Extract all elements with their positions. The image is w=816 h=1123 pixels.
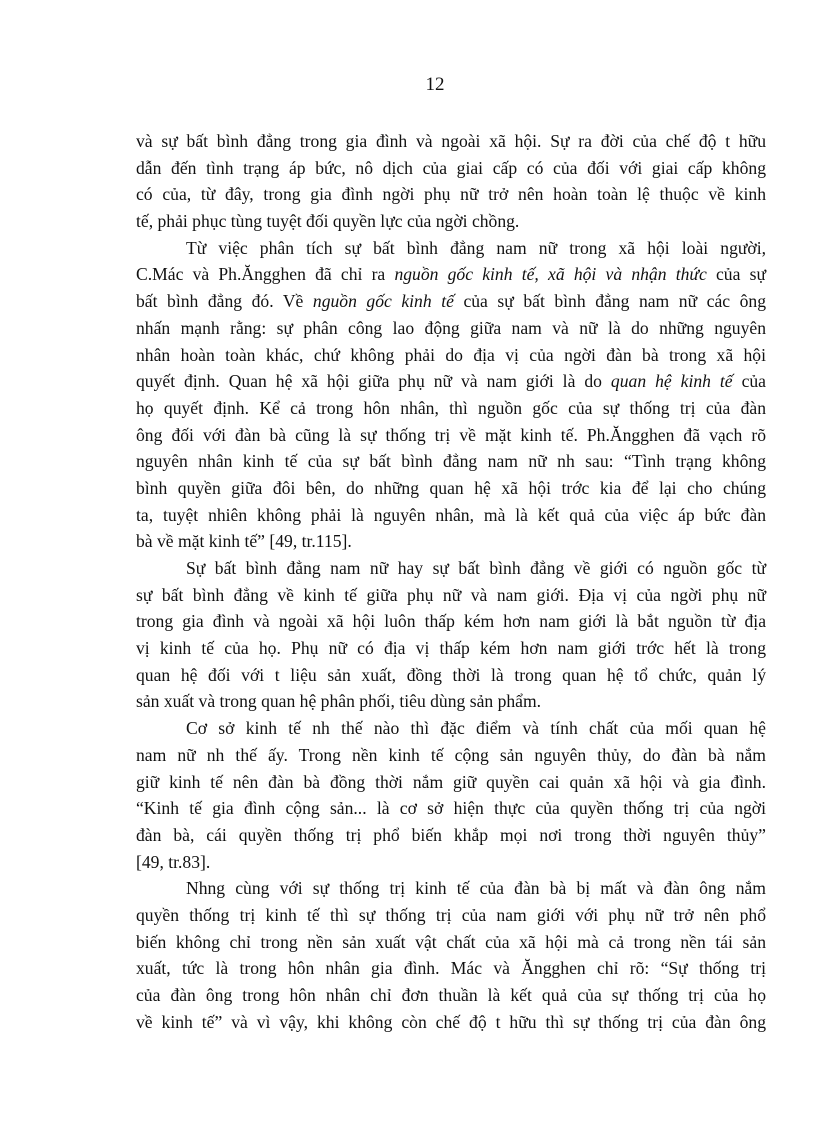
text-line: có của, từ đây, trong gia đình ngời phụ nữ trở nên hoàn toàn lệ thuộc về kinh	[136, 184, 766, 205]
text-line: và sự bất bình đẳng trong gia đình và ngoài xã hội. Sự ra đời của chế độ t hữu	[136, 131, 766, 151]
text-line: tế, phải phục tùng tuyệt đối quyền lực của ngời chồng.	[136, 211, 520, 232]
text-segment: của sự bất bình đẳng nam nữ các ông	[453, 291, 767, 312]
text-line	[136, 368, 766, 395]
text-line: sự bất bình đẳng về kinh tế giữa phụ nữ và nam giới. Địa vị của ngời phụ nữ	[136, 584, 766, 605]
page-number: 12	[425, 74, 445, 95]
text-line: [49, tr.83].	[136, 851, 211, 872]
text-segment: C.Mác và Ph.Ăngghen đã chỉ ra	[136, 264, 395, 285]
text-line	[136, 288, 766, 315]
text-line: dẫn đến tình trạng áp bức, nô dịch của giai cấp có của đối với giai cấp không	[136, 157, 766, 178]
text-line: nhân hoàn toàn khác, chứ không phải do địa vị của ngời đàn bà trong xã hội	[136, 344, 766, 365]
text-line: của đàn ông trong hôn nhân chỉ đơn thuần là kết quả của sự thống trị của họ	[136, 985, 766, 1005]
text-line: giữ kinh tế nên đàn bà đồng thời nắm giữ quyền cai quản xã hội và gia đình.	[136, 771, 766, 792]
text-segment: bất bình đẳng đó. Về	[136, 291, 313, 312]
text-line: vị kinh tế của họ. Phụ nữ có địa vị thấp kém hơn nam giới trớc hết là trong	[136, 638, 766, 659]
text-line: về kinh tế” và vì vậy, khi không còn chế độ t hữu thì sự thống trị của đàn ông	[136, 1011, 766, 1032]
text-segment: quyết định. Quan hệ xã hội giữa phụ nữ và nam giới là do	[136, 371, 611, 392]
text-line: trong gia đình và ngoài xã hội luôn thấp kém hơn nam giới là bắt nguồn từ địa	[136, 611, 766, 632]
text-line: quyền thống trị kinh tế thì sự thống trị của nam giới với phụ nữ trở nên phổ	[136, 904, 766, 925]
italic-phrase: nguồn gốc kinh tế, xã hội và nhận thức	[394, 264, 707, 285]
text-line: Nhng cùng với sự thống trị kinh tế của đàn bà bị mất và đàn ông nắm	[186, 878, 766, 899]
text-line	[136, 261, 766, 288]
text-line: nguyên nhân kinh tế của sự bất bình đẳng nam nữ nh sau: “Tình trạng không	[136, 451, 766, 472]
italic-phrase: quan hệ kinh tế	[610, 371, 733, 392]
text-line: xuất, tức là trong hôn nhân gia đình. Mác và Ăngghen chỉ rõ: “Sự thống trị	[136, 958, 766, 979]
text-line: bà về mặt kinh tế” [49, tr.115].	[136, 531, 352, 552]
text-line: bình quyền giữa đôi bên, do những quan hệ xã hội trớc kia để lại cho chúng	[136, 477, 766, 498]
text-segment: của	[732, 371, 766, 392]
text-line: quan hệ đối với t liệu sản xuất, đồng thời là trong quan hệ tổ chức, quản lý	[136, 664, 766, 685]
text-line: Từ việc phân tích sự bất bình đẳng nam nữ trong xã hội loài người,	[186, 237, 766, 258]
text-line: họ quyết định. Kể cả trong hôn nhân, thì nguồn gốc của sự thống trị của đàn	[136, 397, 766, 418]
text-line: biến không chỉ trong nền sản xuất vật chất của xã hội mà cả trong nền tái sản	[136, 931, 766, 952]
text-segment: của sự	[706, 264, 766, 285]
text-line: ta, tuyệt nhiên không phải là nguyên nhân, mà là kết quả của việc áp bức đàn	[136, 504, 766, 525]
text-line: “Kinh tế gia đình cộng sản... là cơ sở hiện thực của quyền thống trị của ngời	[136, 798, 766, 819]
body-text	[136, 128, 766, 1035]
text-line: sản xuất và trong quan hệ phân phối, tiêu dùng sản phẩm.	[136, 691, 542, 712]
text-line: ông đối với đàn bà cũng là sự thống trị về mặt kinh tế. Ph.Ăngghen đã vạch rõ	[136, 424, 766, 445]
text-line: nhấn mạnh rằng: sự phân công lao động giữa nam và nữ là do những nguyên	[136, 317, 766, 338]
text-line: nam nữ nh thế ấy. Trong nền kinh tế cộng sản nguyên thủy, do đàn bà nắm	[136, 744, 766, 765]
text-line: Cơ sở kinh tế nh thế nào thì đặc điểm và tính chất của mối quan hệ	[186, 718, 766, 739]
text-line: đàn bà, cái quyền thống trị phổ biến khắp mọi nơi trong thời nguyên thủy”	[136, 824, 766, 845]
text-line: Sự bất bình đẳng nam nữ hay sự bất bình đẳng về giới có nguồn gốc từ	[186, 558, 766, 578]
italic-phrase: nguồn gốc kinh tế	[312, 291, 454, 312]
